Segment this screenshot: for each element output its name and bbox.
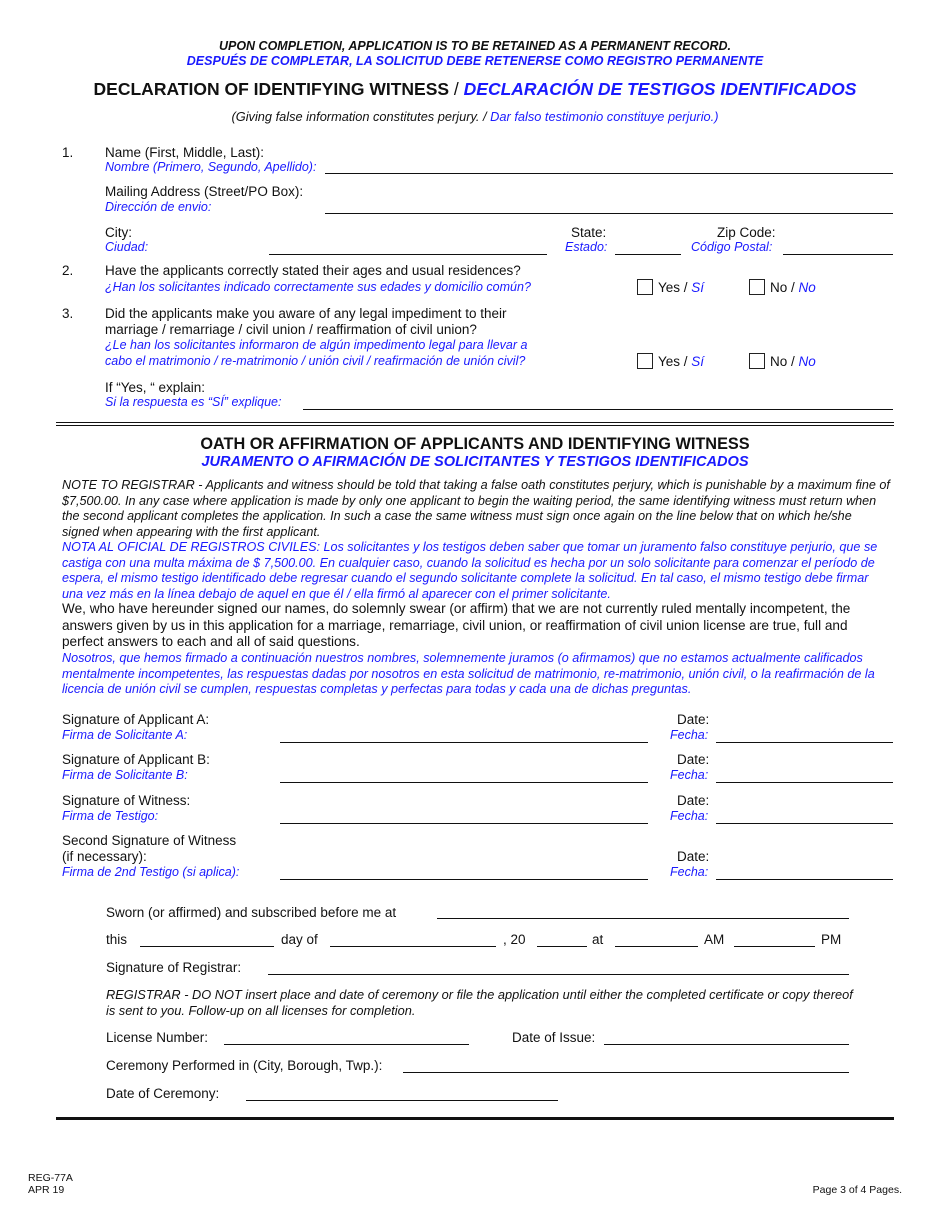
yes-label-es: Sí bbox=[687, 280, 705, 295]
sig-witness2-label-line1: Second Signature of Witness bbox=[62, 833, 237, 848]
state-field[interactable] bbox=[615, 254, 681, 255]
zip-field[interactable] bbox=[783, 254, 893, 255]
sig-a-date-field[interactable] bbox=[716, 742, 893, 743]
q2-number: 2. bbox=[62, 263, 74, 278]
retain-notice-es: DESPUÉS DE COMPLETAR, LA SOLICITUD DEBE RETENERSE COMO REGISTRO PERMANENTE bbox=[186, 54, 764, 68]
form-date: APR 19 bbox=[28, 1184, 65, 1196]
sig-witness2-date-label-es: Fecha: bbox=[670, 865, 709, 879]
perjury-note bbox=[0, 109, 950, 124]
q3-text-es-line1: ¿Le han los solicitantes informaron de algún impedimento legal para llevar a bbox=[105, 338, 528, 352]
sig-a-date-label: Date: bbox=[677, 712, 710, 727]
sig-a-label: Signature of Applicant A: bbox=[62, 712, 210, 727]
q2-no-checkbox[interactable] bbox=[749, 279, 765, 295]
sig-witness-label: Signature of Witness: bbox=[62, 793, 191, 808]
no-label-es: No bbox=[794, 354, 816, 369]
ceremony-date-label: Date of Ceremony: bbox=[106, 1086, 220, 1101]
registrar-note-en: NOTE TO REGISTRAR - Applicants and witness should be told that taking a false oath constitutes perjury, which is punishable by a maximum fine of $7,500.00. In any case where application is made by only one applicant to begin the waiting period, the same identifying witness must return when the second applicant completes the application. In such a case the same witness must sign once again on the line below that on which he/she signed when appearing with the first applicant. bbox=[62, 478, 890, 539]
q3-yes-checkbox[interactable] bbox=[637, 353, 653, 369]
sig-witness2-label-es: Firma de 2nd Testigo (si aplica): bbox=[62, 865, 240, 879]
sig-b-label: Signature of Applicant B: bbox=[62, 752, 210, 767]
oath-statement-es: Nosotros, que hemos firmado a continuación nuestros nombres, solemnemente juramos (o afirmamos) que no estamos actualmente calificados mentalmente incompetentes, las respuestas dadas por nosotros en esta solicitud de matrimonio, re-matrimonio, unión civil, o la reafirmación de la licencia de unión civil se cumplen, respuestas completas y perfectas para todas y cada una de dichas preguntas. bbox=[62, 651, 875, 696]
sig-b-field[interactable] bbox=[280, 782, 648, 783]
sig-b-label-es: Firma de Solicitante B: bbox=[62, 768, 188, 782]
bottom-rule bbox=[56, 1117, 894, 1120]
mailing-address-field[interactable] bbox=[325, 213, 893, 214]
sig-witness-field[interactable] bbox=[280, 823, 648, 824]
q2-no-label bbox=[770, 280, 816, 296]
state-label-es: Estado: bbox=[565, 240, 608, 254]
yes-label-en: Yes / bbox=[658, 354, 688, 369]
registrar-instruction: REGISTRAR - DO NOT insert place and date of ceremony or file the application until either the completed certificate or copy thereof is sent to you. Follow-up on all licenses for completion. bbox=[106, 987, 853, 1018]
state-label: State: bbox=[571, 225, 607, 240]
mailing-label: Mailing Address (Street/PO Box): bbox=[105, 184, 304, 199]
license-number-label: License Number: bbox=[106, 1030, 209, 1045]
yes-label-en: Yes / bbox=[658, 280, 688, 295]
retain-notice-en: UPON COMPLETION, APPLICATION IS TO BE RETAINED AS A PERMANENT RECORD. bbox=[218, 39, 732, 53]
sig-b-date-label-es: Fecha: bbox=[670, 768, 709, 782]
no-label-es: No bbox=[794, 280, 816, 295]
sig-witness-date-field[interactable] bbox=[716, 823, 893, 824]
month-field[interactable] bbox=[330, 946, 496, 947]
am-label: AM bbox=[704, 932, 725, 947]
date-of-issue-label: Date of Issue: bbox=[512, 1030, 596, 1045]
ceremony-place-label: Ceremony Performed in (City, Borough, Twp.): bbox=[106, 1058, 383, 1073]
pm-label: PM bbox=[821, 932, 842, 947]
q2-yes-label bbox=[658, 280, 704, 296]
q3-text-line1: Did the applicants make you aware of any legal impediment to their bbox=[105, 306, 507, 321]
zip-label: Zip Code: bbox=[717, 225, 776, 240]
sig-a-date-label-es: Fecha: bbox=[670, 728, 709, 742]
ceremony-date-field[interactable] bbox=[246, 1100, 558, 1101]
sig-a-label-es: Firma de Solicitante A: bbox=[62, 728, 188, 742]
sig-witness2-date-label: Date: bbox=[677, 849, 710, 864]
registrar-sig-label: Signature of Registrar: bbox=[106, 960, 242, 975]
at-label: at bbox=[592, 932, 604, 947]
license-number-field[interactable] bbox=[224, 1044, 469, 1045]
q3-text-line2: marriage / remarriage / civil union / reaffirmation of civil union? bbox=[105, 322, 477, 337]
sig-b-date-label: Date: bbox=[677, 752, 710, 767]
form-id: REG-77A bbox=[28, 1172, 73, 1184]
perjury-note-en: (Giving false information constitutes perjury. / bbox=[231, 109, 487, 124]
q3-no-label bbox=[770, 354, 816, 370]
title-separator: / bbox=[449, 79, 464, 99]
city-field[interactable] bbox=[269, 254, 547, 255]
explain-label: If “Yes, “ explain: bbox=[105, 380, 206, 395]
q2-text-es: ¿Han los solicitantes indicado correctamente sus edades y domicilio común? bbox=[105, 280, 531, 294]
q2-yes-checkbox[interactable] bbox=[637, 279, 653, 295]
q3-number: 3. bbox=[62, 306, 74, 321]
year-prefix-label: , 20 bbox=[503, 932, 526, 947]
sig-b-date-field[interactable] bbox=[716, 782, 893, 783]
oath-statement-en: We, who have hereunder signed our names, do solemnly swear (or affirm) that we are not currently ruled mentally incompetent, the answers given by us in this application for a marriage, remarriage, civil union, or reaffirmation of civil union license are true, full and perfect answers to each and all of said questions. bbox=[62, 601, 851, 649]
am-time-field[interactable] bbox=[615, 946, 698, 947]
explain-field[interactable] bbox=[303, 409, 893, 410]
sig-a-field[interactable] bbox=[280, 742, 648, 743]
oath-title: OATH OR AFFIRMATION OF APPLICANTS AND IDENTIFYING WITNESS bbox=[200, 435, 750, 453]
name-label: Name (First, Middle, Last): bbox=[105, 145, 265, 160]
q3-text-es-line2: cabo el matrimonio / re-matrimonio / unión civil / reafirmación de unión civil? bbox=[105, 354, 526, 368]
day-of-label: day of bbox=[281, 932, 318, 947]
yes-label-es: Sí bbox=[687, 354, 705, 369]
q2-text: Have the applicants correctly stated their ages and usual residences? bbox=[105, 263, 521, 278]
day-field[interactable] bbox=[140, 946, 274, 947]
mailing-label-es: Dirección de envio: bbox=[105, 200, 212, 214]
no-label-en: No / bbox=[770, 280, 795, 295]
sig-witness2-label-line2: (if necessary): bbox=[62, 849, 147, 864]
q3-yes-label bbox=[658, 354, 704, 370]
page-title bbox=[0, 79, 950, 100]
zip-label-es: Código Postal: bbox=[691, 240, 773, 254]
year-field[interactable] bbox=[537, 946, 587, 947]
city-label-es: Ciudad: bbox=[105, 240, 149, 254]
sworn-place-field[interactable] bbox=[437, 918, 849, 919]
oath-title-es: JURAMENTO O AFIRMACIÓN DE SOLICITANTES Y TESTIGOS IDENTIFICADOS bbox=[201, 454, 749, 470]
section-divider bbox=[56, 422, 894, 426]
sworn-label: Sworn (or affirmed) and subscribed before me at bbox=[106, 905, 397, 920]
sig-witness-label-es: Firma de Testigo: bbox=[62, 809, 159, 823]
page-title-en: DECLARATION OF IDENTIFYING WITNESS bbox=[93, 79, 450, 99]
sig-witness-date-label-es: Fecha: bbox=[670, 809, 709, 823]
no-label-en: No / bbox=[770, 354, 795, 369]
q1-number: 1. bbox=[62, 145, 74, 160]
date-of-issue-field[interactable] bbox=[604, 1044, 849, 1045]
sig-witness2-field[interactable] bbox=[280, 879, 648, 880]
registrar-note-es: NOTA AL OFICIAL DE REGISTROS CIVILES: Los solicitantes y los testigos deben saber que tomar un juramento falso constituye perjurio, que se castiga con una multa máxima de $ 7,500.00. En cualquier caso, cuando la solicitud es hecha por un solo solicitante para comenzar el período de espera, el mismo testigo identificado debe regresar cuando el segundo solicitante complete la solicitud. En tal caso, el mismo testigo debe firmar una vez más en la línea debajo de aquel en que él / ella firmó al aparecer con el primer solicitante. bbox=[62, 540, 878, 601]
page-title-es: DECLARACIÓN DE TESTIGOS IDENTIFICADOS bbox=[463, 79, 857, 99]
registrar-sig-field[interactable] bbox=[268, 974, 849, 975]
perjury-note-es: Dar falso testimonio constituye perjurio.) bbox=[486, 109, 719, 124]
city-label: City: bbox=[105, 225, 132, 240]
page-number: Page 3 of 4 Pages. bbox=[812, 1184, 902, 1196]
pm-time-field[interactable] bbox=[734, 946, 815, 947]
ceremony-place-field[interactable] bbox=[403, 1072, 849, 1073]
sig-witness-date-label: Date: bbox=[677, 793, 710, 808]
explain-label-es: Si la respuesta es “SÍ” explique: bbox=[105, 395, 282, 409]
q3-no-checkbox[interactable] bbox=[749, 353, 765, 369]
name-field[interactable] bbox=[325, 173, 893, 174]
name-label-es: Nombre (Primero, Segundo, Apellido): bbox=[105, 160, 317, 174]
sig-witness2-date-field[interactable] bbox=[716, 879, 893, 880]
this-label: this bbox=[106, 932, 128, 947]
